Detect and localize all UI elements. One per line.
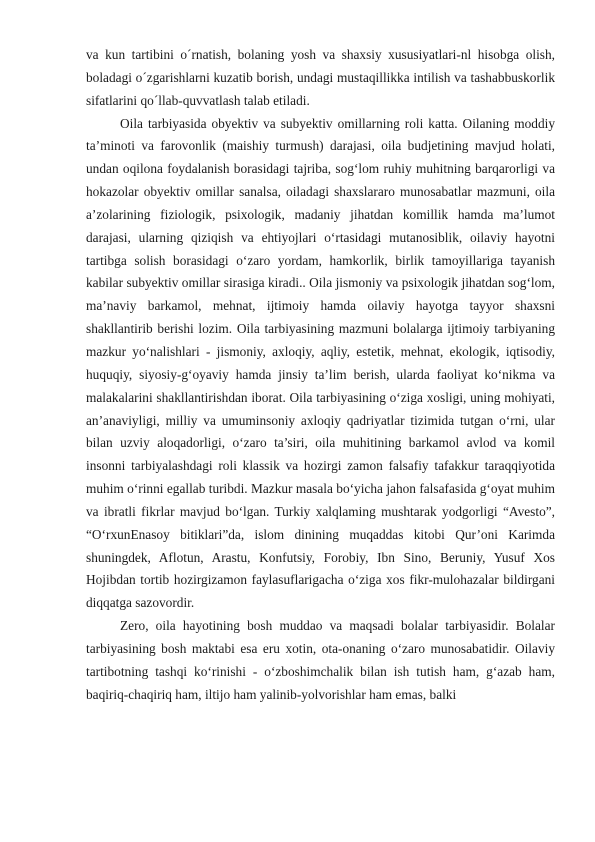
paragraph-family-life-purpose: Zero, oila hayotining bosh muddao va maqsadi bolalar tarbiyasidir. Bolalar tarbiyasining bosh maktabi esa eru xotin, ota-onaning o‘zaro munosabatidir. Oilaviy tartibotning tashqi ko‘rinishi - o‘zboshimchalik bilan ish tutish ham, g‘azab ham, baqiriq-chaqiriq ham, iltijo ham yalinib-yolvorishlar ham emas, balki: [86, 618, 555, 702]
document-body: [86, 44, 555, 706]
paragraph-family-upbringing-factors: Oila tarbiyasida obyektiv va subyektiv omillarning roli katta. Oilaning moddiy ta’minoti va farovonlik (maishiy turmush) darajasi, oila budjetining mavjud holati, undan oqilona foydalanish borasidagi tajriba, sog‘lom ruhiy muhitning barqarorligi va hokazolar obyektiv omillar sanalsa, oiladagi shaxslararo munosabatlar mazmuni, oila a’zolarining fiziologik, psixologik, madaniy jihatdan komillik hamda ma’lumot darajasi, ularning qiziqish va ehtiyojlari o‘rtasidagi mutanosiblik, oilaviy hayotni tartibga solish borasidagi o‘zaro yordam, hamkorlik, birlik tamoyillariga tayanish kabilar subyektiv omillar sirasiga kiradi.. Oila jismoniy va psixologik jihatdan sog‘lom, ma’naviy barkamol, mehnat, ijtimoiy hamda oilaviy hayotga tayyor shaxsni shakllantirib berishi lozim. Oila tarbiyasining mazmuni bolalarga ijtimoiy tarbiyaning mazkur yo‘nalishlari - jismoniy, axloqiy, aqliy, estetik, mehnat, ekologik, iqtisodiy, huquqiy, siyosiy-g‘oyaviy hamda jinsiy ta’lim berish, ularda faoliyat ko‘nikma va malakalarini shakllantirishdan iborat. Oila tarbiyasining o‘ziga xosligi, uning mohiyati, an’anaviyligi, milliy va umuminsoniy axloqiy qadriyatlar tizimida tutgan o‘rni, ular bilan uzviy aloqadorligi, o‘zaro ta’siri, oila muhitining barkamol avlod va komil insonni tarbiyalashdagi roli klassik va hozirgi zamon falsafiy tafakkur taraqqiyotida muhim o‘rinni egallab turibdi. Mazkur masala bo‘yicha jahon falsafasida g‘oyat muhim va ibratli fikrlar mavjud bo‘lgan. Turkiy xalqlaming mushtarak yodgorligi “Avesto”, “O‘rxunEnasoy bitiklari”da, islom dinining muqaddas kitobi Qur’oni Karimda shuningdek, Aflotun, Arastu, Konfutsiy, Forobiy, Ibn Sino, Beruniy, Yusuf Xos Hojibdan tortib hozirgizamon faylasuflarigacha o‘ziga xos fikr-mulohazalar bildirgani diqqatga sazovordir.: [86, 115, 555, 611]
paragraph-continuation: va kun tartibini o´rnatish, bolaning yosh va shaxsiy xususiyatlari-nl hisobga olish, boladagi o´zgarishlarni kuzatib borish, undagi mustaqillikka intilish va tashabbuskorlik sifatlarini qo´llab-quvvatlash talab etiladi.: [86, 47, 555, 108]
